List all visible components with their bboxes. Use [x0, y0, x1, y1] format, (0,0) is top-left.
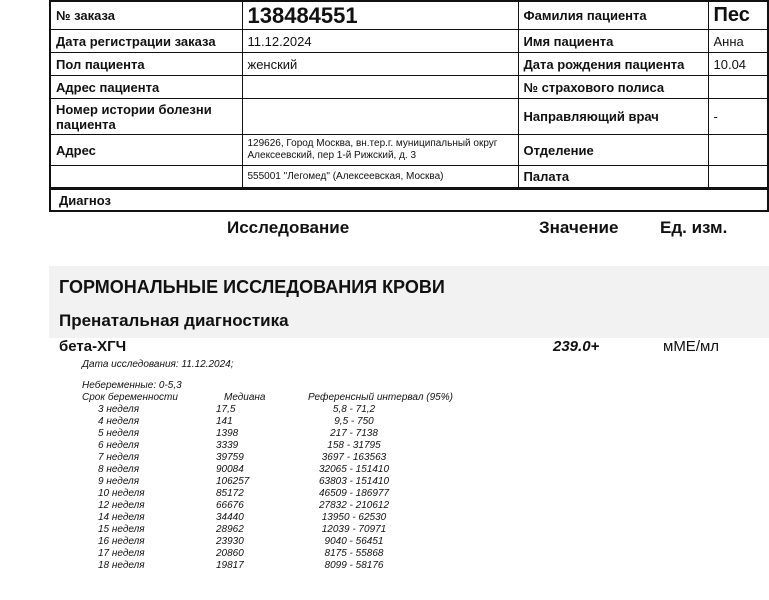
ref-range: 63803 - 151410	[318, 476, 390, 487]
ref-week: 17 неделя	[98, 548, 145, 559]
sex-value: женский	[242, 53, 518, 76]
ref-median: 106257	[216, 476, 250, 487]
diagnosis-label: Диагноз	[59, 193, 111, 208]
ward-label: Палата	[518, 166, 708, 189]
insurance-label: № страхового полиса	[518, 76, 708, 99]
ref-row	[0, 452, 745, 464]
address-label: Адрес пациента	[50, 76, 242, 99]
reg-date-value: 11.12.2024	[242, 30, 518, 53]
ward-value	[708, 166, 768, 189]
ref-range: 9040 - 56451	[324, 536, 384, 547]
ref-row	[0, 512, 745, 524]
ref-range: 8099 - 58176	[324, 560, 384, 571]
order-no-value: 138484551	[247, 2, 358, 28]
ref-median: 1398	[216, 428, 239, 439]
ref-median: 23930	[216, 536, 244, 547]
ref-row	[0, 524, 745, 536]
ref-range: 8175 - 55868	[324, 548, 384, 559]
ref-row	[0, 476, 745, 488]
ref-median: 85172	[216, 488, 244, 499]
ref-median: 19817	[216, 560, 244, 571]
reg-date-label: Дата регистрации заказа	[50, 30, 242, 53]
lab-address-label: Адрес	[50, 135, 242, 166]
ref-range: 27832 - 210612	[318, 500, 390, 511]
ref-header-median: Медиана	[224, 392, 266, 403]
ref-week: 8 неделя	[98, 464, 140, 475]
department-label: Отделение	[518, 135, 708, 166]
ref-week: 14 неделя	[98, 512, 145, 523]
ref-range: 217 - 7138	[330, 428, 378, 439]
order-no-label: № заказа	[50, 1, 242, 30]
ref-row	[0, 488, 745, 500]
column-header-study: Исследование	[227, 218, 350, 237]
non-pregnant-reference: Небеременные: 0-5,3	[82, 380, 182, 391]
lab-office-value: 555001 "Легомед" (Алексеевская, Москва)	[242, 166, 518, 189]
ref-range: 12039 - 70971	[321, 524, 387, 535]
ref-range: 158 - 31795	[327, 440, 381, 451]
history-label: Номер истории болезни пациента	[50, 99, 242, 135]
patient-info-table	[49, 0, 769, 190]
name-label: Имя пациента	[518, 30, 708, 53]
ref-row	[0, 536, 745, 548]
ref-median: 28962	[216, 524, 244, 535]
section-subtitle: Пренатальная диагностика	[59, 311, 289, 330]
lab-address-value: 129626, Город Москва, вн.тер.г. муниципальный округ Алексеевский, пер 1-й Рижский, д. 3	[242, 135, 518, 166]
ref-row	[0, 548, 745, 560]
ref-median: 141	[216, 416, 233, 427]
ref-median: 90084	[216, 464, 244, 475]
ref-median: 17,5	[216, 404, 236, 415]
ref-week: 10 неделя	[98, 488, 145, 499]
ref-week: 7 неделя	[98, 452, 140, 463]
ref-row	[0, 464, 745, 476]
ref-range: 13950 - 62530	[321, 512, 387, 523]
ref-median: 20860	[216, 548, 244, 559]
ref-row	[0, 428, 745, 440]
ref-row	[0, 560, 745, 572]
surname-label: Фамилия пациента	[518, 1, 708, 30]
doctor-label: Направляющий врач	[518, 99, 708, 135]
ref-week: 9 неделя	[98, 476, 140, 487]
ref-row	[0, 440, 745, 452]
ref-range: 5,8 - 71,2	[332, 404, 376, 415]
ref-week: 12 неделя	[98, 500, 145, 511]
study-date-line: Дата исследования: 11.12.2024;	[82, 359, 234, 370]
ref-header-week: Срок беременности	[82, 392, 178, 403]
ref-week: 5 неделя	[98, 428, 140, 439]
ref-range: 46509 - 186977	[318, 488, 390, 499]
ref-week: 4 неделя	[98, 416, 140, 427]
test-unit: мМЕ/мл	[663, 338, 720, 355]
ref-range: 9,5 - 750	[334, 416, 374, 427]
ref-week: 15 неделя	[98, 524, 145, 535]
lab-office-spacer	[50, 166, 242, 189]
section-title: ГОРМОНАЛЬНЫЕ ИССЛЕДОВАНИЯ КРОВИ	[59, 277, 445, 297]
ref-median: 3339	[216, 440, 239, 451]
ref-range: 3697 - 163563	[321, 452, 387, 463]
name-value: Анна	[708, 30, 768, 53]
doctor-value: -	[708, 99, 768, 135]
ref-median: 34440	[216, 512, 244, 523]
sex-label: Пол пациента	[50, 53, 242, 76]
surname-value: Пес	[713, 4, 750, 26]
ref-median: 39759	[216, 452, 244, 463]
ref-week: 3 неделя	[98, 404, 140, 415]
ref-week: 16 неделя	[98, 536, 145, 547]
test-value: 239.0+	[553, 338, 600, 355]
address-value	[242, 76, 518, 99]
column-header-value: Значение	[539, 218, 619, 237]
history-value	[242, 99, 518, 135]
ref-row	[0, 404, 745, 416]
insurance-value	[708, 76, 768, 99]
column-header-unit: Ед. изм.	[660, 218, 728, 237]
diagnosis-box	[49, 187, 769, 212]
ref-header-range: Референсный интервал (95%)	[308, 392, 453, 403]
ref-week: 6 неделя	[98, 440, 140, 451]
ref-row	[0, 416, 745, 428]
ref-week: 18 неделя	[98, 560, 145, 571]
dob-value: 10.04	[708, 53, 768, 76]
ref-row	[0, 500, 745, 512]
department-value	[708, 135, 768, 166]
dob-label: Дата рождения пациента	[518, 53, 708, 76]
test-name: бета-ХГЧ	[59, 338, 127, 355]
ref-range: 32065 - 151410	[318, 464, 390, 475]
ref-median: 66676	[216, 500, 244, 511]
